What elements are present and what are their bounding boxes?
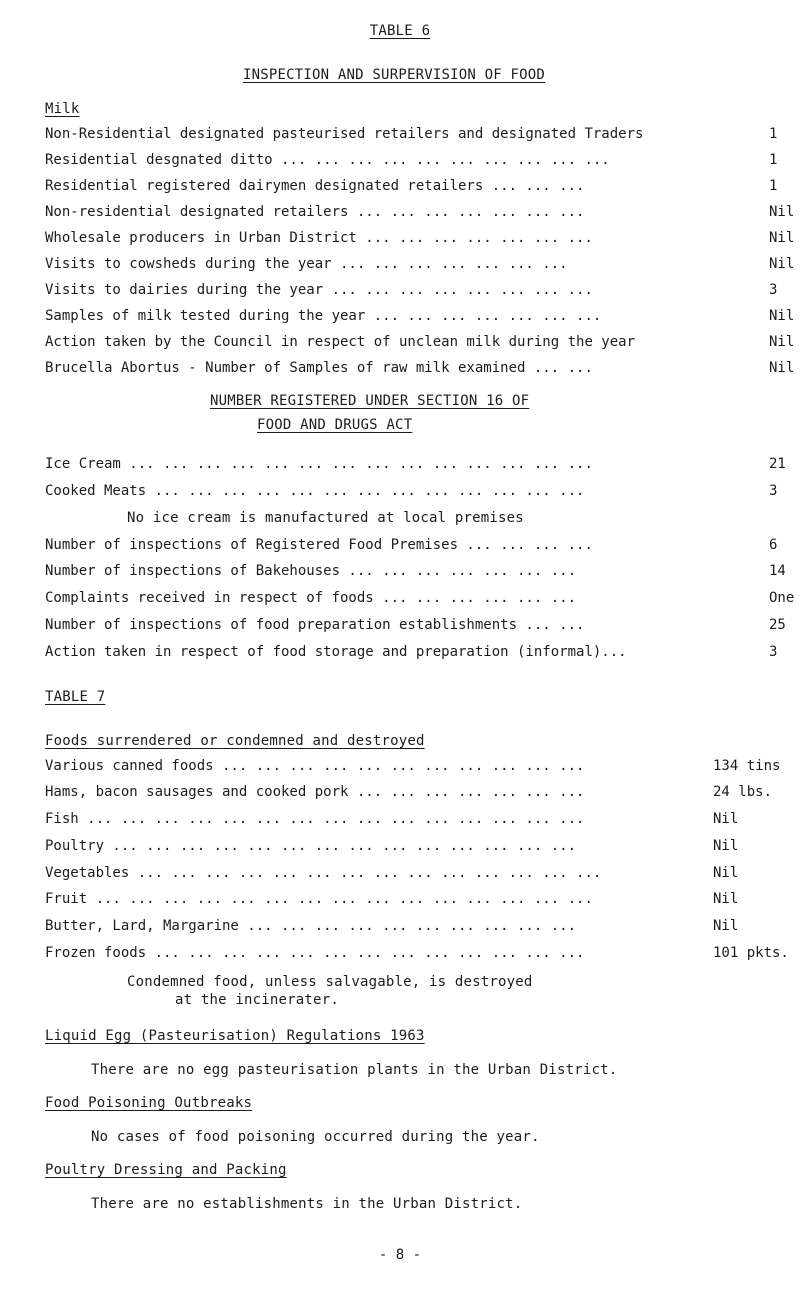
table7-title: TABLE 7	[45, 689, 106, 705]
table-row	[45, 616, 785, 634]
row-value: 3	[769, 644, 778, 660]
row-label: Samples of milk tested during the year ... ... ... ... ... ... ...	[45, 308, 602, 324]
table-row	[45, 589, 795, 607]
row-value: 6	[769, 537, 778, 553]
table-row	[45, 151, 785, 169]
table7-note-cont: at the incinerater.	[175, 992, 339, 1008]
table-row	[45, 229, 795, 247]
table-row	[45, 890, 785, 908]
row-value: One	[769, 590, 795, 606]
row-value: 1	[769, 178, 778, 194]
row-value: 21	[769, 456, 786, 472]
row-label: Complaints received in respect of foods ... ... ... ... ... ...	[45, 590, 577, 606]
row-value: 1	[769, 152, 778, 168]
row-value: Nil	[769, 360, 795, 376]
egg-text: There are no egg pasteurisation plants in the Urban District.	[91, 1062, 618, 1078]
table-row	[45, 359, 795, 377]
table-row	[45, 810, 785, 828]
table7-heading: Foods surrendered or condemned and destroyed	[45, 733, 425, 749]
table-row	[45, 536, 785, 554]
table-row	[45, 757, 785, 775]
row-value: Nil	[713, 891, 739, 907]
row-value: Nil	[769, 308, 795, 324]
row-label: Fish ... ... ... ... ... ... ... ... ... ... ... ... ... ... ...	[45, 811, 585, 827]
row-label: Residential registered dairymen designated retailers ... ... ...	[45, 178, 585, 194]
row-value: 24 lbs.	[713, 784, 773, 800]
row-value: Nil	[713, 838, 739, 854]
table-row	[45, 455, 785, 473]
row-label: Residential desgnated ditto ... ... ... ... ... ... ... ... ... ...	[45, 152, 610, 168]
row-value: 3	[769, 483, 778, 499]
registered-note: No ice cream is manufactured at local premises	[127, 510, 524, 526]
row-label: Number of inspections of food preparation establishments ... ...	[45, 617, 585, 633]
row-value: 14	[769, 563, 786, 579]
table-row	[45, 643, 785, 661]
table-row	[45, 562, 785, 580]
table-row	[45, 837, 785, 855]
table-row	[45, 864, 785, 882]
row-value: Nil	[769, 204, 795, 220]
row-label: Fruit ... ... ... ... ... ... ... ... ... ... ... ... ... ... ...	[45, 891, 593, 907]
poultry-heading: Poultry Dressing and Packing	[45, 1162, 287, 1178]
row-label: Visits to dairies during the year ... ... ... ... ... ... ... ...	[45, 282, 593, 298]
row-label: Wholesale producers in Urban District ... ... ... ... ... ... ...	[45, 230, 593, 246]
row-label: Frozen foods ... ... ... ... ... ... ... ... ... ... ... ... ...	[45, 945, 585, 961]
row-label: Brucella Abortus - Number of Samples of raw milk examined ... ...	[45, 360, 593, 376]
milk-heading: Milk	[45, 101, 80, 117]
row-value: 25	[769, 617, 786, 633]
table-row	[45, 944, 789, 962]
row-label: Various canned foods ... ... ... ... ... ... ... ... ... ... ...	[45, 758, 585, 774]
row-label: Vegetables ... ... ... ... ... ... ... ... ... ... ... ... ... ...	[45, 865, 602, 881]
table-row	[45, 307, 795, 325]
row-value: Nil	[769, 256, 795, 272]
egg-heading: Liquid Egg (Pasteurisation) Regulations 1963	[45, 1028, 425, 1044]
row-value: 1	[769, 126, 778, 142]
poisoning-heading: Food Poisoning Outbreaks	[45, 1095, 253, 1111]
row-value: Nil	[713, 811, 739, 827]
registered-heading: NUMBER REGISTERED UNDER SECTION 16 OF	[210, 393, 530, 409]
row-value: 134 tins	[713, 758, 781, 774]
row-label: Non-Residential designated pasteurised retailers and designated Traders	[45, 126, 644, 142]
row-value: Nil	[713, 918, 739, 934]
registered-subheading: FOOD AND DRUGS ACT	[257, 417, 413, 433]
table-row	[45, 125, 785, 143]
row-value: Nil	[769, 334, 795, 350]
row-label: Number of inspections of Bakehouses ... ... ... ... ... ... ...	[45, 563, 577, 579]
table-row	[45, 255, 795, 273]
section-subtitle: INSPECTION AND SURPERVISION OF FOOD	[243, 67, 546, 83]
row-value: 101 pkts.	[713, 945, 789, 961]
row-label: Action taken in respect of food storage and preparation (informal)...	[45, 644, 627, 660]
row-label: Visits to cowsheds during the year ... ... ... ... ... ... ...	[45, 256, 568, 272]
row-label: Action taken by the Council in respect of unclean milk during the year	[45, 334, 636, 350]
table-row	[45, 203, 795, 221]
row-label: Non-residential designated retailers ... ... ... ... ... ... ...	[45, 204, 585, 220]
row-label: Ice Cream ... ... ... ... ... ... ... ... ... ... ... ... ... ...	[45, 456, 593, 472]
row-label: Poultry ... ... ... ... ... ... ... ... ... ... ... ... ... ...	[45, 838, 577, 854]
table-row	[45, 333, 795, 351]
page-number: - 8 -	[378, 1247, 422, 1263]
row-value: 3	[769, 282, 778, 298]
table-row	[45, 482, 785, 500]
poisoning-text: No cases of food poisoning occurred during the year.	[91, 1129, 540, 1145]
table-row	[45, 281, 785, 299]
row-label: Number of inspections of Registered Food Premises ... ... ... ...	[45, 537, 593, 553]
table7-note: Condemned food, unless salvagable, is destroyed	[127, 974, 533, 990]
row-label: Hams, bacon sausages and cooked pork ... ... ... ... ... ... ...	[45, 784, 585, 800]
poultry-text: There are no establishments in the Urban District.	[91, 1196, 523, 1212]
row-value: Nil	[713, 865, 739, 881]
row-value: Nil	[769, 230, 795, 246]
table-title: TABLE 6	[369, 23, 431, 39]
table-row	[45, 917, 785, 935]
table-row	[45, 783, 785, 801]
table-row	[45, 177, 785, 195]
row-label: Cooked Meats ... ... ... ... ... ... ... ... ... ... ... ... ...	[45, 483, 585, 499]
row-label: Butter, Lard, Margarine ... ... ... ... ... ... ... ... ... ...	[45, 918, 577, 934]
